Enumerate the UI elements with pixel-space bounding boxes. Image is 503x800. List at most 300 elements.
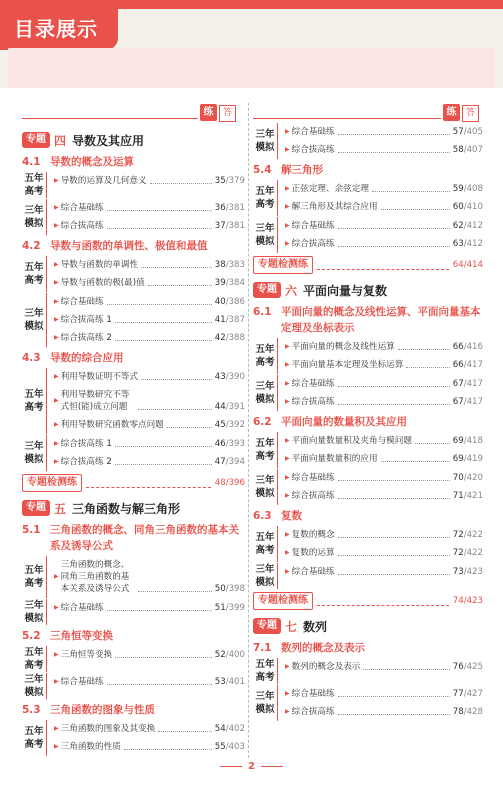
topic-name: 导数及其应用 — [72, 133, 145, 148]
group-label-line: 五年 — [24, 647, 44, 658]
group-label-line: 五年 — [255, 659, 275, 670]
column-divider — [248, 103, 249, 758]
bullet-icon: ▶ — [285, 474, 290, 481]
bullet-icon: ▶ — [285, 222, 290, 229]
section-heading[interactable] — [253, 508, 483, 524]
section-title: 平面向量的概念及线性运算、平面向量基本定理及坐标表示 — [281, 306, 481, 334]
entry-page — [453, 144, 483, 156]
group-label-line: 高考 — [255, 451, 275, 462]
entry-page — [215, 602, 245, 614]
topic-test-label: 专题检测练 — [253, 592, 313, 610]
group-label — [253, 338, 277, 374]
toc-entry[interactable] — [282, 180, 483, 198]
section-number: 5.4 — [253, 164, 272, 176]
dot-leader — [338, 404, 450, 405]
ribbon-practice-tag: 练 — [443, 104, 460, 121]
bullet-icon: ▶ — [54, 725, 59, 732]
page-answer: /392 — [225, 420, 245, 430]
group-label-line: 高考 — [24, 275, 44, 286]
group-label — [22, 720, 46, 756]
toc-entry[interactable] — [51, 386, 245, 416]
section-title: 三角恒等变换 — [50, 630, 113, 642]
page-answer: /407 — [463, 145, 483, 155]
toc-entry[interactable] — [282, 338, 483, 356]
group-items — [51, 199, 245, 235]
dot-leader — [115, 657, 212, 658]
group-label-line: 模拟 — [24, 687, 44, 698]
entry-title: 三角恒等变换 — [60, 650, 113, 660]
entry-page — [453, 490, 483, 502]
group-label-line: 模拟 — [24, 613, 44, 624]
toc-entry[interactable] — [51, 720, 245, 738]
entry-title: 综合基础练 — [60, 603, 104, 613]
toc-column-right — [253, 122, 483, 722]
entry-title: 综合拔高练 2 — [60, 457, 112, 467]
toc-entry[interactable] — [51, 293, 245, 311]
entry-page — [215, 296, 245, 308]
group-label-line: 五年 — [24, 726, 44, 737]
bullet-icon: ▶ — [54, 458, 59, 465]
topic-pill: 专题 — [22, 132, 50, 148]
page-answer: /421 — [463, 491, 483, 501]
section-heading[interactable] — [22, 238, 245, 254]
group-label — [253, 685, 277, 721]
page-answer: /408 — [463, 184, 483, 194]
entry-title: 综合拔高练 1 — [60, 439, 112, 449]
entry-title: 导数的运算及几何意义 — [60, 176, 147, 186]
topic-number: 五 — [54, 501, 67, 516]
entry-title: 三角函数的性质 — [60, 742, 121, 752]
exercise-group — [22, 293, 245, 347]
page-number-text: 2 — [248, 761, 255, 772]
group-items — [282, 526, 483, 562]
page-answer: /398 — [225, 584, 245, 594]
bullet-icon: ▶ — [285, 128, 290, 135]
page-answer: /384 — [225, 278, 245, 288]
toc-entry[interactable] — [51, 453, 245, 471]
toc-entry[interactable] — [51, 172, 245, 190]
exercise-group — [22, 368, 245, 434]
section-heading[interactable] — [253, 414, 483, 430]
dot-leader — [415, 443, 450, 444]
dot-leader — [338, 555, 450, 556]
entry-page — [215, 259, 245, 271]
group-label — [22, 556, 46, 598]
dash-leader — [86, 479, 211, 488]
page-answer: /399 — [225, 603, 245, 613]
entry-page — [215, 741, 245, 753]
entry-title: 数列的概念及表示 — [291, 662, 361, 672]
entry-title: 综合基础练 — [60, 297, 104, 307]
bullet-icon: ▶ — [285, 455, 290, 462]
group-label-line: 模拟 — [24, 454, 44, 465]
toc-page — [0, 88, 503, 800]
page-number-rule — [261, 766, 283, 767]
toc-entry[interactable] — [51, 199, 245, 217]
group-label-line: 模拟 — [24, 321, 44, 332]
entry-page — [215, 583, 245, 595]
group-items — [282, 375, 483, 411]
group-items — [282, 123, 483, 159]
page-practice: 44 — [214, 402, 226, 412]
page-practice: 66 — [452, 360, 464, 370]
topic-pill: 专题 — [253, 618, 281, 634]
group-label-line: 三年 — [255, 381, 275, 392]
entry-title: 解三角形及其综合应用 — [291, 202, 378, 212]
entry-page — [453, 341, 483, 353]
group-label-line: 高考 — [24, 739, 44, 750]
section-heading[interactable] — [253, 162, 483, 178]
section-heading[interactable] — [22, 522, 245, 554]
page-number-rule — [220, 766, 242, 767]
group-label — [253, 526, 277, 562]
exercise-group — [253, 563, 483, 589]
entry-page — [453, 706, 483, 718]
entry-title: 利用导数证明不等式 — [60, 372, 138, 382]
entry-page — [453, 220, 483, 232]
dot-leader — [338, 696, 450, 697]
page-practice: 41 — [214, 315, 226, 325]
page-practice: 72 — [452, 548, 464, 558]
bullet-icon: ▶ — [285, 437, 290, 444]
entry-title: 综合拔高练 — [291, 491, 335, 501]
group-label-line: 高考 — [24, 660, 44, 671]
page-practice: 37 — [214, 221, 226, 231]
group-label-line: 模拟 — [255, 488, 275, 499]
page-practice: 77 — [452, 689, 464, 699]
toc-entry[interactable] — [51, 311, 245, 329]
bullet-icon: ▶ — [54, 604, 59, 611]
page-practice: 71 — [452, 491, 464, 501]
exercise-group — [22, 673, 245, 699]
toc-entry[interactable] — [282, 703, 483, 721]
toc-entry[interactable] — [282, 563, 483, 581]
dot-leader — [338, 714, 450, 715]
page-answer: /427 — [463, 689, 483, 699]
bullet-icon: ▶ — [54, 678, 59, 685]
page-practice: 76 — [452, 662, 464, 672]
dot-leader — [107, 304, 212, 305]
exercise-group — [22, 435, 245, 471]
page-answer: /419 — [463, 454, 483, 464]
dot-leader — [338, 246, 450, 247]
page-answer: /412 — [463, 221, 483, 231]
toc-entry[interactable] — [282, 544, 483, 562]
section-title: 三角函数的图象与性质 — [50, 704, 155, 716]
entry-title: 复数的概念 — [291, 530, 335, 540]
toc-entry[interactable] — [51, 256, 245, 274]
toc-entry[interactable] — [282, 198, 483, 216]
page-answer: /394 — [225, 457, 245, 467]
entry-page — [453, 566, 483, 578]
section-heading[interactable] — [22, 154, 245, 170]
exercise-group — [22, 256, 245, 292]
topic-name: 平面向量与复数 — [303, 283, 388, 298]
entry-title: 综合拔高练 2 — [60, 333, 112, 343]
entry-title: 综合基础练 — [291, 473, 335, 483]
dot-leader — [406, 367, 449, 368]
group-items — [51, 646, 245, 672]
section-title: 导数的综合应用 — [50, 352, 124, 364]
entry-page — [215, 401, 245, 413]
page-answer: /417 — [463, 379, 483, 389]
entry-page — [215, 456, 245, 468]
bullet-icon: ▶ — [54, 204, 59, 211]
page-answer: /422 — [463, 530, 483, 540]
entry-page — [215, 314, 245, 326]
page-answer: /379 — [225, 176, 245, 186]
entry-page — [453, 359, 483, 371]
group-label-line: 模拟 — [255, 577, 275, 588]
dot-leader — [150, 183, 212, 184]
section-title: 平面向量的数量积及其应用 — [281, 416, 407, 428]
entry-title: 平面向量基本定理及坐标运算 — [291, 360, 404, 370]
bullet-icon: ▶ — [285, 146, 290, 153]
toc-entry[interactable] — [282, 141, 483, 159]
exercise-group — [22, 599, 245, 625]
group-label-line: 五年 — [255, 438, 275, 449]
page-practice: 50 — [214, 584, 226, 594]
entry-title: 综合拔高练 — [60, 221, 104, 231]
entry-page — [453, 529, 483, 541]
toc-entry[interactable] — [282, 469, 483, 487]
entry-title: 综合基础练 — [291, 567, 335, 577]
toc-entry[interactable] — [51, 599, 245, 617]
entry-title: 平面向量数量积的应用 — [291, 454, 378, 464]
dot-leader — [338, 480, 450, 481]
topic-pill: 专题 — [22, 500, 50, 516]
entry-title: 综合拔高练 — [291, 239, 335, 249]
toc-entry[interactable] — [282, 685, 483, 703]
section-number: 6.1 — [253, 306, 272, 318]
bullet-icon: ▶ — [54, 261, 59, 268]
page-practice: 74 — [452, 596, 464, 606]
group-items — [282, 432, 483, 468]
page-practice: 38 — [214, 260, 226, 270]
section-title: 三角函数的概念、同角三角函数的基本关系及诱导公式 — [50, 524, 239, 552]
dot-leader — [338, 152, 450, 153]
page-answer: /420 — [463, 473, 483, 483]
section-number: 6.3 — [253, 510, 272, 522]
entry-page — [453, 378, 483, 390]
page-practice: 43 — [214, 372, 226, 382]
section-heading[interactable] — [22, 628, 245, 644]
page-practice: 67 — [452, 379, 464, 389]
page-practice: 67 — [452, 397, 464, 407]
toc-entry[interactable] — [282, 450, 483, 468]
page-answer: /381 — [225, 221, 245, 231]
ribbon-practice-tag: 练 — [200, 104, 217, 121]
exercise-group — [22, 199, 245, 235]
group-label-line: 高考 — [255, 357, 275, 368]
toc-entry[interactable] — [51, 556, 245, 598]
group-items — [51, 720, 245, 756]
topic-test-label: 专题检测练 — [253, 256, 313, 274]
toc-entry[interactable] — [282, 487, 483, 505]
page-practice: 53 — [214, 677, 226, 687]
dot-leader — [115, 446, 212, 447]
entry-page — [215, 371, 245, 383]
group-label-line: 高考 — [255, 672, 275, 683]
entry-title: 导数与函数的极(最)值 — [60, 278, 145, 288]
entry-title: 利用导数研究函数零点问题 — [60, 420, 164, 430]
group-label-line: 三年 — [24, 205, 44, 216]
toc-entry[interactable] — [51, 274, 245, 292]
dot-leader — [363, 669, 449, 670]
dot-leader — [398, 349, 450, 350]
topic-heading — [22, 130, 245, 150]
dot-leader — [107, 610, 212, 611]
group-items — [282, 217, 483, 253]
group-label-line: 五年 — [255, 344, 275, 355]
page-practice: 73 — [452, 567, 464, 577]
dot-leader — [138, 591, 212, 592]
dash-leader — [317, 261, 449, 270]
page-answer: /405 — [463, 127, 483, 137]
page-answer: /393 — [225, 439, 245, 449]
entry-title: 导数与函数的单调性 — [60, 260, 138, 270]
entry-title: 综合基础练 — [291, 689, 335, 699]
group-items — [51, 599, 245, 625]
group-label — [253, 123, 277, 159]
toc-entry[interactable] — [51, 738, 245, 756]
group-label-line: 五年 — [24, 173, 44, 184]
toc-entry[interactable] — [282, 658, 483, 676]
dot-leader — [381, 209, 450, 210]
group-items — [51, 293, 245, 347]
bullet-icon: ▶ — [285, 185, 290, 192]
group-label-line: 三年 — [24, 441, 44, 452]
bullet-icon: ▶ — [54, 440, 59, 447]
page-practice: 42 — [214, 333, 226, 343]
toc-entry[interactable] — [51, 646, 245, 664]
bullet-icon: ▶ — [285, 568, 290, 575]
page-practice: 39 — [214, 278, 226, 288]
group-items — [282, 685, 483, 721]
toc-entry[interactable] — [282, 123, 483, 141]
entry-page — [453, 547, 483, 559]
dot-leader — [148, 285, 212, 286]
toc-entry[interactable] — [282, 356, 483, 374]
group-items — [51, 368, 245, 434]
section-heading[interactable] — [22, 350, 245, 366]
page-practice: 40 — [214, 297, 226, 307]
toc-entry[interactable] — [282, 432, 483, 450]
topic-test-page — [453, 596, 483, 606]
dot-leader — [338, 228, 450, 229]
entry-page — [215, 220, 245, 232]
group-label — [253, 375, 277, 411]
bullet-icon: ▶ — [285, 663, 290, 670]
page-number — [0, 756, 503, 775]
bullet-icon: ▶ — [54, 316, 59, 323]
page-answer: /423 — [463, 567, 483, 577]
page-answer: /401 — [225, 677, 245, 687]
page-answer: /391 — [225, 402, 245, 412]
entry-title: 正弦定理、余弦定理 — [291, 184, 369, 194]
page-practice: 64 — [452, 260, 464, 270]
dot-leader — [167, 427, 212, 428]
toc-entry[interactable] — [51, 435, 245, 453]
toc-entry[interactable] — [51, 217, 245, 235]
page-answer: /417 — [463, 360, 483, 370]
page-answer: /388 — [225, 333, 245, 343]
entry-page — [215, 649, 245, 661]
section-number: 4.3 — [22, 352, 41, 364]
group-label-line: 五年 — [255, 532, 275, 543]
topic-heading — [253, 280, 483, 300]
bullet-icon: ▶ — [54, 397, 59, 404]
section-heading[interactable] — [253, 640, 483, 656]
exercise-group — [253, 469, 483, 505]
group-label-line: 五年 — [24, 389, 44, 400]
topic-test-entry[interactable] — [253, 256, 483, 274]
group-label — [22, 256, 46, 292]
exercise-group — [22, 646, 245, 672]
toc-column-left — [22, 124, 245, 757]
toc-entry[interactable] — [51, 416, 245, 434]
ribbon-rule — [253, 118, 441, 119]
toc-entry[interactable] — [282, 393, 483, 411]
page-practice: 45 — [214, 420, 226, 430]
page-practice: 47 — [214, 457, 226, 467]
toc-entry[interactable] — [282, 217, 483, 235]
exercise-group — [22, 172, 245, 198]
dot-leader — [381, 461, 450, 462]
toc-entry[interactable] — [51, 329, 245, 347]
header-tab — [0, 0, 118, 50]
entry-page — [215, 676, 245, 688]
group-label — [22, 646, 46, 672]
group-items — [282, 658, 483, 684]
page-answer: /418 — [463, 436, 483, 446]
toc-entry[interactable] — [282, 375, 483, 393]
group-items — [51, 172, 245, 198]
section-title: 数列的概念及表示 — [281, 642, 365, 654]
toc-entry[interactable] — [51, 673, 245, 691]
group-label-line: 三年 — [255, 223, 275, 234]
page-practice: 70 — [452, 473, 464, 483]
group-label-line: 三年 — [24, 674, 44, 685]
group-label-line: 五年 — [24, 565, 44, 576]
toc-entry[interactable] — [282, 526, 483, 544]
entry-title: 平面向量的概念及线性运算 — [291, 342, 395, 352]
page-practice: 69 — [452, 454, 464, 464]
entry-page — [215, 175, 245, 187]
toc-entry[interactable] — [51, 368, 245, 386]
toc-entry[interactable] — [282, 235, 483, 253]
bullet-icon: ▶ — [285, 343, 290, 350]
section-heading[interactable] — [22, 702, 245, 718]
group-label-line: 三年 — [255, 475, 275, 486]
ribbon-answer-tag: 答 — [462, 105, 479, 122]
entry-title: 综合拔高练 — [291, 707, 335, 717]
group-label-line: 三年 — [255, 129, 275, 140]
section-heading[interactable] — [253, 304, 483, 336]
entry-page — [215, 419, 245, 431]
page-answer: /386 — [225, 297, 245, 307]
dot-leader — [107, 684, 212, 685]
page-practice: 51 — [214, 603, 226, 613]
exercise-group — [22, 556, 245, 598]
bullet-icon: ▶ — [54, 298, 59, 305]
bullet-icon: ▶ — [54, 573, 59, 580]
exercise-group — [253, 217, 483, 253]
dot-leader — [338, 498, 450, 499]
topic-test-entry[interactable] — [22, 474, 245, 492]
topic-test-entry[interactable] — [253, 592, 483, 610]
dot-leader — [115, 464, 212, 465]
